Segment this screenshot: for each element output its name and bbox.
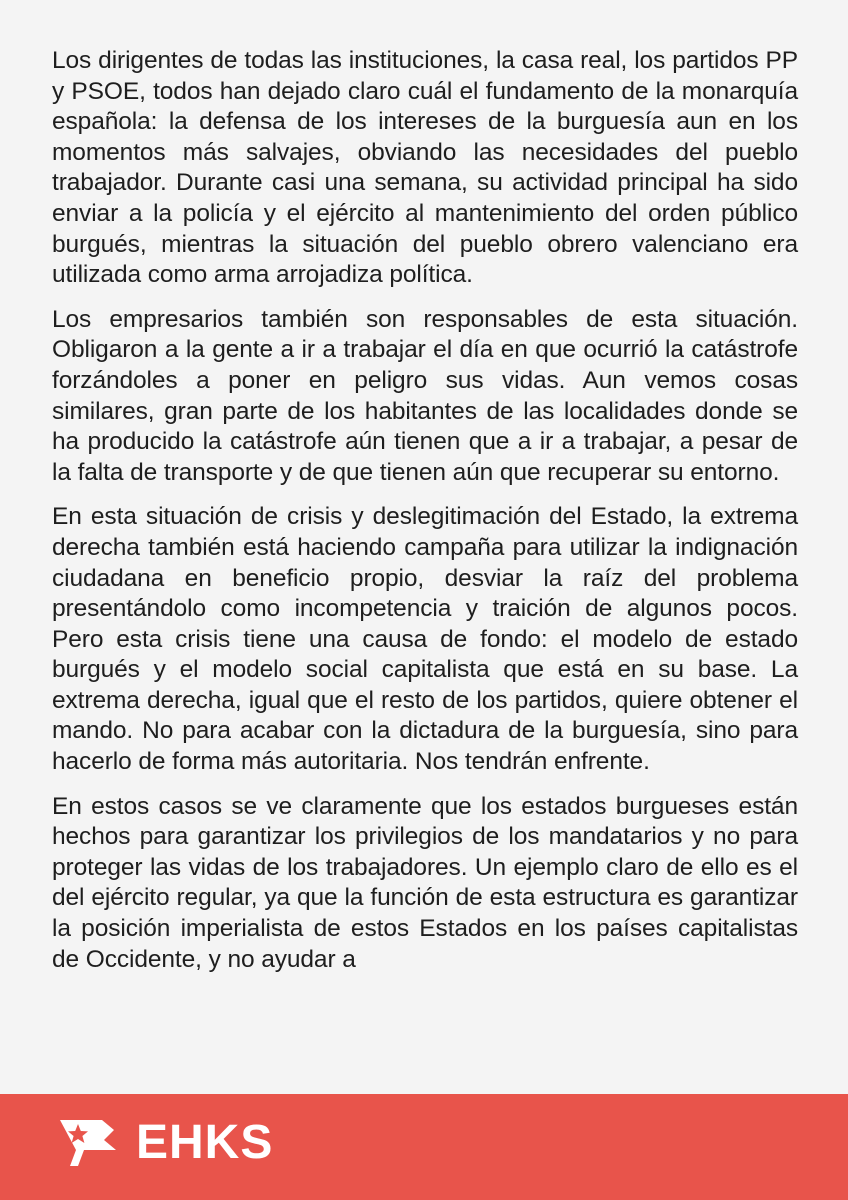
paragraph-1: Los dirigentes de todas las instituciones, la casa real, los partidos PP y PSOE, todos han dejado claro cuál el fundamento de la monarquía española: la defensa de los intereses de la burguesía aun en los momentos más salvajes, obviando las necesidades del pueblo trabajador. Durante casi una semana, su actividad principal ha sido enviar a la policía y el ejército al mantenimiento del orden público burgués, mientras la situación del pueblo obrero valenciano era utilizada como arma arrojadiza política. — [52, 47, 798, 289]
article-body — [52, 46, 798, 989]
paragraph-2: Los empresarios también son responsables de esta situación. Obligaron a la gente a ir a trabajar el día en que ocurrió la catástrofe forzándoles a poner en peligro sus vidas. Aun vemos cosas similares, gran parte de los habitantes de las localidades donde se ha producido la catástrofe aún tienen que a ir a trabajar, a pesar de la falta de transporte y de que tienen aún que recuperar su entorno. — [52, 305, 798, 486]
logo-text: EHKS — [136, 1116, 274, 1169]
footer-banner — [0, 1094, 848, 1200]
star-flag-icon — [56, 1114, 126, 1172]
paragraph-4: En estos casos se ve claramente que los estados burgueses están hechos para garantizar los privilegios de los mandatarios y no para proteger las vidas de los trabajadores. Un ejemplo claro de ello es el del ejército regular, ya que la función de esta estructura es garantizar la posición imperialista de estos Estados en los países capitalistas de Occidente, y no ayudar a — [52, 792, 798, 973]
ehks-logo — [56, 1114, 273, 1172]
paragraph-3: En esta situación de crisis y deslegitimación del Estado, la extrema derecha también está haciendo campaña para utilizar la indignación ciudadana en beneficio propio, desviar la raíz del problema presentándolo como incompetencia y traición de algunos pocos. Pero esta crisis tiene una causa de fondo: el modelo de estado burgués y el modelo social capitalista que está en su base. La extrema derecha, igual que el resto de los partidos, quiere obtener el mando. No para acabar con la dictadura de la burguesía, sino para hacerlo de forma más autoritaria. Nos tendrán enfrente. — [52, 503, 798, 776]
